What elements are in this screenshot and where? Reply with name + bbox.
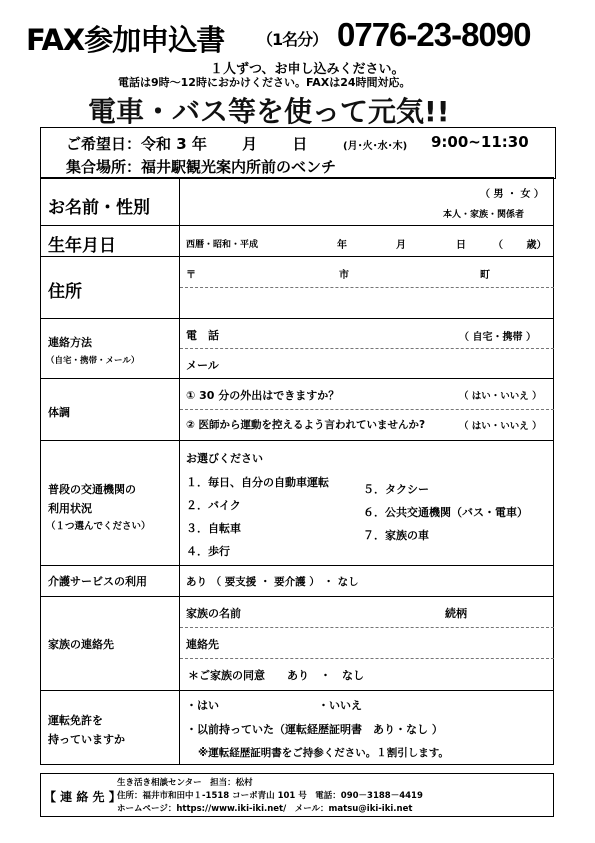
name-label: お名前・性別: [48, 198, 150, 218]
license-option-yes[interactable]: ・はい: [186, 699, 219, 712]
sub-divider: [180, 658, 554, 659]
row-divider: [40, 318, 554, 319]
relation-options[interactable]: 本人・家族・関係者: [443, 210, 525, 220]
sub-divider: [180, 627, 554, 628]
gender-options[interactable]: （ 男 ・ 女 ）: [480, 189, 544, 200]
age-field[interactable]: （ 歳）: [493, 240, 547, 251]
address-line-2-field[interactable]: [181, 289, 553, 317]
transport-prompt: お選びください: [186, 452, 263, 465]
fax-number: 0776-23-8090: [337, 16, 531, 53]
town-unit: 町: [480, 270, 490, 281]
health-question-2: ② 医師から運動を控えるよう言われていませんか?: [186, 419, 426, 431]
transport-label-2: 利用状況: [48, 502, 92, 515]
date-line: ご希望日：令和 3 年 月 日: [66, 135, 308, 153]
transport-option[interactable]: １．毎日、自分の自動車運転: [186, 476, 329, 489]
family-relation-label: 続柄: [445, 607, 467, 620]
label-column-divider: [179, 178, 180, 765]
license-label-1: 運転免許を: [48, 714, 103, 727]
transport-option[interactable]: ７．家族の車: [363, 529, 429, 542]
transport-option[interactable]: ４．歩行: [186, 545, 230, 558]
footer-web[interactable]: ホームページ：https://www.iki-iki.net/ メール：matsu@iki-iki.net: [117, 804, 413, 814]
birth-day-unit: 日: [456, 240, 466, 251]
headline: 電車・バス等を使って元気!!: [88, 95, 450, 128]
row-divider: [40, 565, 554, 566]
sub-divider: [180, 348, 554, 349]
sub-instruction: １人ずつ、お申し込みください。: [210, 62, 405, 77]
health-answer-2[interactable]: （ はい・いいえ ）: [459, 421, 542, 432]
meeting-place: 集合場所：福井駅観光案内所前のベンチ: [66, 158, 337, 176]
transport-option[interactable]: ５．タクシー: [363, 483, 429, 496]
transport-label-3: （１つ選んでください）: [46, 521, 151, 532]
phone-label: 電 話: [186, 329, 219, 342]
row-divider: [40, 440, 554, 441]
transport-option[interactable]: ６．公共交通機関（バス・電車）: [363, 506, 528, 519]
birthdate-label: 生年月日: [48, 236, 116, 256]
license-option-former[interactable]: ・以前持っていた（運転経歴証明書 あり・なし ）: [186, 723, 443, 736]
health-answer-1[interactable]: （ はい・いいえ ）: [459, 391, 542, 402]
family-label: 家族の連絡先: [48, 638, 114, 651]
contact-label: 連絡方法: [48, 336, 92, 349]
license-label-2: 持っていますか: [48, 733, 125, 746]
health-question-1: ① 30 分の外出はできますか？: [186, 389, 340, 402]
family-name-label: 家族の名前: [186, 607, 241, 620]
license-option-no[interactable]: ・いいえ: [318, 699, 362, 712]
era-options[interactable]: 西暦・昭和・平成: [186, 240, 259, 250]
care-label: 介護サービスの利用: [48, 575, 147, 588]
postal-mark: 〒: [186, 270, 196, 281]
fax-title: FAX参加申込書: [26, 23, 225, 57]
transport-option[interactable]: ２．バイク: [186, 499, 241, 512]
transport-label-1: 普段の交通機関の: [48, 483, 136, 496]
transport-option[interactable]: ３．自転車: [186, 522, 241, 535]
family-contact-label: 連絡先: [186, 638, 219, 651]
fax-title-paren: （1名分）: [257, 30, 328, 49]
row-divider: [40, 225, 554, 226]
phone-type-options[interactable]: （ 自宅・携帯 ）: [459, 332, 536, 343]
footer-address: 住所：福井市和田中１-1518 コーポ青山 101 号 電話：090－3188－4419: [117, 791, 423, 801]
weekdays: (月･火･水･木): [343, 141, 408, 152]
mail-label: メール: [186, 359, 219, 372]
contact-sub: （自宅・携帯・メール）: [46, 356, 140, 366]
sub-divider: [180, 287, 554, 288]
birth-month-unit: 月: [396, 240, 406, 251]
row-divider: [40, 596, 554, 597]
family-consent[interactable]: ＊ご家族の同意 あり ・ なし: [188, 669, 364, 682]
health-label: 体調: [48, 406, 70, 419]
row-divider: [40, 256, 554, 257]
care-options[interactable]: あり （ 要支援 ・ 要介護 ） ・ なし: [186, 576, 359, 588]
name-field[interactable]: [181, 179, 436, 223]
birth-year-unit: 年: [337, 240, 347, 251]
row-divider: [40, 690, 554, 691]
phone-hours: 電話は9時～12時におかけください。FAXは24時間対応。: [118, 76, 411, 89]
row-divider: [40, 378, 554, 379]
address-label: 住所: [48, 282, 82, 302]
city-unit: 市: [339, 270, 349, 281]
time: 9:00~11:30: [431, 133, 529, 151]
sub-divider: [180, 409, 554, 410]
footer-label: 【 連 絡 先 】: [44, 790, 121, 804]
license-note: ※運転経歴証明書をご持参ください。１割引します。: [198, 747, 449, 759]
footer-org: 生き活き相談センター 担当：松村: [117, 778, 253, 788]
